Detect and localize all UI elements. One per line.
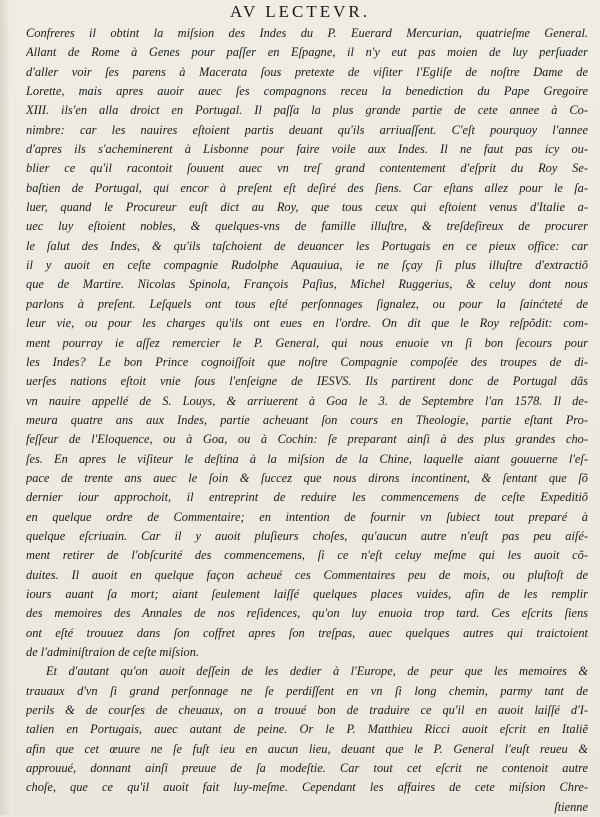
text-line: de l'adminiſtraion de ceſte miſsion. [26, 645, 199, 659]
text-line: ment pourray ie aſſez remercier le P. General, qui nous enuoie vn ſi bon ſecours pour [26, 335, 588, 350]
text-line: ment retirer de l'obſcurité des commencemens, ſi ce n'eſt celuy meſme qui les auoit cõ- [26, 548, 588, 563]
text-line: meura quatre ans aux Indes, partie acheuant ſon cours en Theologie, partie eſtant Pro- [26, 412, 588, 427]
text-line: les Indes? Le bon Prince cognoiſſoit que noſtre Compagnie compoſée des troupes de di- [26, 354, 588, 369]
text-line: ont eſté trouuez dans ſon coffret apres ſon treſpas, auec quelques autres qui traictoient [26, 625, 588, 640]
text-line: d'apres ils s'acheminerent à Lisbonne pour faire voile aux Indes. Il ne faut pas icy ou- [26, 142, 588, 157]
text-line: d'aller voir ſes parens à Macerata ſous pretexte de viſiter l'Egliſe de noſtre Dame de [26, 64, 588, 79]
text-line: nimbre: car les nauires eſtoient partis deuant qu'ils arriuaſſent. C'eſt pourquoy l'annee [26, 122, 588, 137]
text-line: blier ce qu'il racontoit ſouuent auec vn treſ grand contentement d'eſprit du Roy Se- [26, 161, 588, 176]
text-line: Et d'autant qu'on auoit deſſein de les dedier à l'Europe, de peur que les memoires & [46, 664, 588, 679]
text-line: baſtien de Portugal, qui encor à preſent eſt deſiré des ſiens. Car eſtans allez pour le ſa- [26, 180, 588, 195]
running-header: AV LECTEVR. [229, 2, 371, 21]
text-line: uerſes nations eſtoit vnie ſous l'enſeigne de IESVS. Ils partirent donc de Portugal dãs [26, 374, 588, 389]
text-line: ſes. En apres le viſiteur le deſtina à la miſsion de la Chine, laquelle aiant gouuerne l'eſ- [26, 451, 588, 466]
text-line: iours auant ſa mort; aiant ſeulement laiſſé quelques places vuides, afin de les remplir [26, 586, 588, 601]
text-line: talien en Portugais, auec autant de peine. Or le P. Matthieu Ricci auoit eſcrit en Italiẽ [26, 722, 588, 737]
text-line: luer, quand le Procureur euſt dict au Roy, que tous ceux qui eſtoient venus d'Italie a- [26, 200, 588, 215]
text-line: que de Martire. Nicolas Spinola, François Paſius, Michel Ruggerius, & celuy dont nous [26, 277, 588, 292]
text-line: feſſeur de l'Eloquence, ou à Goa, ou à Cochin: ſe preparant ainſi à des plus grandes cho- [26, 432, 588, 447]
text-line: approuué, donnant ainſi preuue de ſa modeſtie. Car tout cet eſcrit ne contenoit autre [26, 761, 588, 776]
text-line: le ſalut des Indes, & qu'ils taſchoient de deuancer les Portugais en ce pieux office: car [26, 238, 588, 253]
text-line: il y auoit en ceſte compagnie Rudolphe Aquauiua, ie ne ſçay ſi plus illuſtre d'extractiõ [26, 258, 588, 273]
text-line: quelque eſcriuain. Car il y auoit pluſieurs choſes, qu'aucun autre n'euſt pas peu aiſé- [26, 528, 588, 543]
text-line: choſe, que ce qu'il auoit fait luy-meſme. Cependant les affaires de cete miſsion Chre- [26, 780, 588, 795]
text-line: dernier iour approchoit, il entreprint de reduire les commencemens de ceſte Expeditiõ [26, 490, 588, 505]
text-line: des memoires des Annales de nos reſidences, qu'on luy enuoia trop tard. Ces eſcrits ſiens [26, 606, 588, 621]
text-line: afin que cet œuure ne ſe fuſt ieu en aucun lieu, deuant que le P. General l'euſt reueu & [26, 741, 588, 756]
text-line: XIII. ils'en alla droict en Portugal. Il paſſa la plus grande partie de cete annee à Co- [26, 103, 588, 118]
text-line: parlons à preſent. Leſquels ont tous eſté perſonnages ſignalez, ou pour la ſainćteté de [26, 296, 588, 311]
text-line: Confreres il obtint la miſsion des Indes du P. Euerard Mercurian, quatrieſme General. [26, 26, 588, 40]
page-gutter-shadow [0, 0, 10, 815]
body-text [26, 24, 588, 817]
text-line: perils & de courſes de cheuaux, on a trouué bon de traduire ce qu'il en auoit laiſſé d'I- [26, 703, 588, 718]
text-line: duites. Il auoit en quelque façon acheué ces Commentaires peu de mois, ou pluſtoſt de [26, 567, 588, 582]
text-line: vn nauire appellé de S. Louys, & arriuerent à Goa le 3. de Septembre l'an 1578. Il de- [26, 393, 588, 408]
text-line: trauaux d'vn ſi grand perſonnage ne ſe perdiſſent en vn ſi long chemin, parmy tant de [26, 683, 588, 698]
text-line: ſtienne [554, 799, 588, 814]
text-line: leur vie, ou pour les charges qu'ils ont eues en l'ordre. On dit que le Roy reſpõdit: com- [26, 316, 588, 331]
text-line: pace de trente ans auec le ſoin & ſuccez que nous dirons incontinent, & ſentant que ſõ [26, 470, 588, 485]
text-line: Allant de Rome à Genes pour paſſer en Eſpagne, il n'y eut pas moien de luy perſuader [26, 45, 588, 60]
text-line: en quelque ordre de Commentaire; en intention de fournir vn ſubiect tout preparé à [26, 509, 588, 524]
text-line: uec luy eſtoient nobles, & quelques-vns de famille illuſtre, & treſdeſireux de procurer [26, 219, 588, 234]
text-line: Lorette, mais apres auoir auec ſes compagnons receu la benediction du Pape Gregoire [26, 84, 588, 99]
